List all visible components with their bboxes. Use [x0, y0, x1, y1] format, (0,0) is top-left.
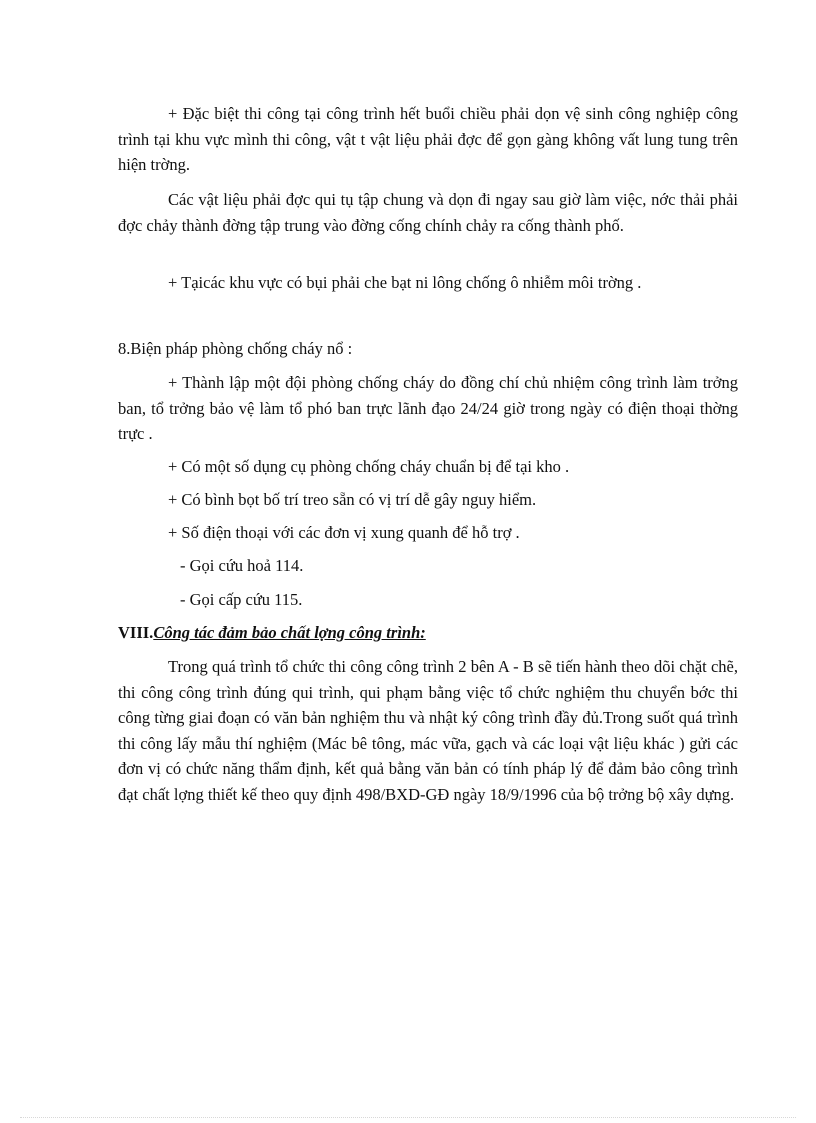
paragraph-cleanup: + Đặc biệt thi công tại công trình hết buổi chiều phải dọn vệ sinh công nghiệp công trình tại khu vực mình thi công, vật t vật liệu phải đợc để gọn gàng không vất lung tung trên hiện trờng.: [118, 104, 738, 174]
page-bottom-divider: [20, 1117, 796, 1118]
paragraph-phone-numbers: + Số điện thoại với các đơn vị xung quanh để hỗ trợ .: [168, 523, 520, 542]
paragraph-fire-team: + Thành lập một đội phòng chống cháy do đồng chí chủ nhiệm công trình làm trởng ban, tổ trởng bảo vệ làm tổ phó ban trực lãnh đạo 24/24 giờ trong ngày có điện thoại thờng trực .: [118, 373, 738, 443]
paragraph-dust-cover: + Tạicác khu vực có bụi phải che bạt ni lông chống ô nhiễm môi trờng .: [168, 273, 642, 292]
paragraph-foam-extinguisher: + Có bình bọt bố trí treo sẵn có vị trí dễ gây nguy hiểm.: [168, 490, 537, 509]
section-viii-heading: [118, 622, 426, 644]
section-viii-number: VIII.: [118, 623, 154, 642]
paragraph-materials: Các vật liệu phải đợc qui tụ tập chung và dọn đi ngay sau giờ làm việc, nớc thải phải đợc chảy thành đờng tập trung vào đờng cống chính chảy ra cống thành phố.: [118, 190, 738, 235]
list-item-ambulance-115: - Gọi cấp cứu 115.: [180, 590, 303, 609]
paragraph-fire-tools: + Có một số dụng cụ phòng chống cháy chuẩn bị để tại kho .: [168, 457, 570, 476]
list-item-fire-114: - Gọi cứu hoả 114.: [180, 556, 304, 575]
paragraph-quality-assurance: Trong quá trình tổ chức thi công công trình 2 bên A - B sẽ tiến hành theo dõi chặt chẽ, thi công công trình đúng qui trình, qui phạm bằng việc tổ chức nghiệm thu chuyển bớc thi công từng giai đoạn có văn bản nghiệm thu và nhật ký công trình đầy đủ.Trong suốt quá trình thi công lấy mẫu thí nghiệm (Mác bê tông, mác vữa, gạch và các loại vật liệu khác ) gửi các đơn vị có chức năng thẩm định, kết quả bằng văn bản có tính pháp lý để đảm bảo công trình đạt chất lợng thiết kế theo quy định 498/BXD-GĐ ngày 18/9/1996 của bộ trởng bộ xây dựng.: [118, 657, 738, 804]
section-8-heading: 8.Biện pháp phòng chống cháy nổ :: [118, 339, 353, 358]
section-viii-title: Công tác đảm bảo chất lợng công trình:: [153, 623, 426, 642]
